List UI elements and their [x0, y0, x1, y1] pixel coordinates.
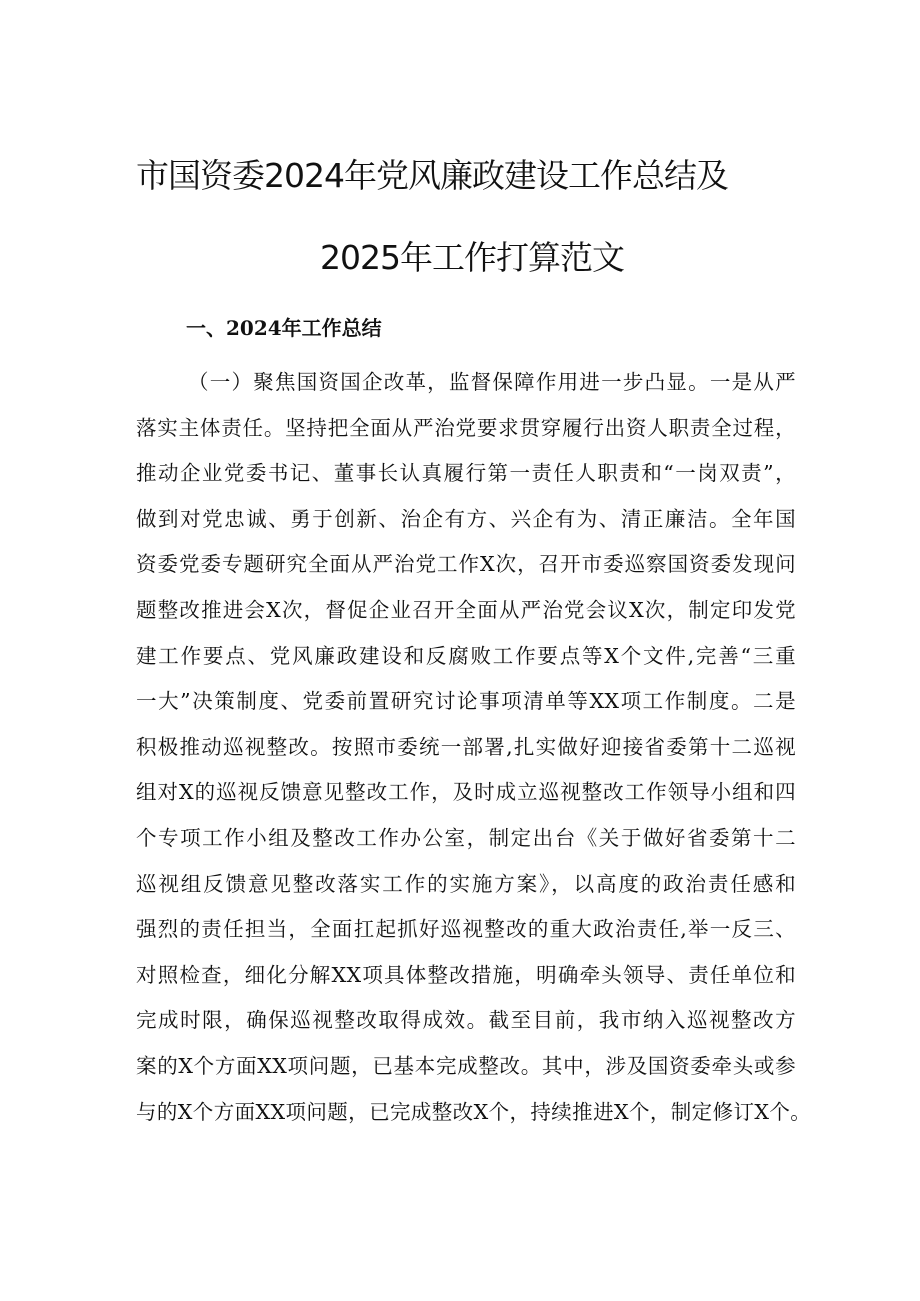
paragraph-line: 一大”决策制度、党委前置研究讨论事项清单等XX项工作制度。二是 [136, 689, 796, 714]
paragraph-line: 落实主体责任。坚持把全面从严治党要求贯穿履行出资人职责全过程， [136, 415, 796, 440]
document-title-line-1: 市国资委2024年党风廉政建设工作总结及 [136, 156, 728, 195]
paragraph-line: 巡视组反馈意见整改落实工作的实施方案》，以高度的政治责任感和 [136, 871, 796, 896]
paragraph-line: 题整改推进会X次，督促企业召开全面从严治党会议X次，制定印发党 [136, 597, 796, 622]
paragraph-line: 完成时限，确保巡视整改取得成效。截至目前，我市纳入巡视整改方 [136, 1008, 796, 1033]
paragraph-line: 对照检查，细化分解XX项具体整改措施，明确牵头领导、责任单位和 [136, 962, 796, 987]
paragraph-line: 强烈的责任担当，全面扛起抓好巡视整改的重大政治责任,举一反三、 [136, 917, 796, 942]
paragraph-line: （一）聚焦国资国企改革，监督保障作用进一步凸显。一是从严 [188, 370, 796, 394]
document-title-line-2: 2025年工作打算范文 [320, 238, 624, 277]
paragraph-line: 积极推动巡视整改。按照市委统一部署,扎实做好迎接省委第十二巡视 [136, 734, 796, 759]
paragraph-line: 建工作要点、党风廉政建设和反腐败工作要点等X个文件,完善“三重 [136, 643, 796, 668]
paragraph-line: 做到对党忠诚、勇于创新、治企有方、兴企有为、清正廉洁。全年国 [136, 506, 796, 531]
paragraph-line: 推动企业党委书记、董事长认真履行第一责任人职责和“一岗双责”， [136, 461, 796, 486]
paragraph-line: 与的X个方面XX项问题，已完成整改X个，持续推进X个，制定修订X个。 [136, 1099, 812, 1124]
body-paragraph [136, 360, 812, 1135]
paragraph-line: 资委党委专题研究全面从严治党工作X次，召开市委巡察国资委发现问 [136, 552, 796, 577]
paragraph-line: 案的X个方面XX项问题，已基本完成整改。其中，涉及国资委牵头或参 [136, 1053, 796, 1078]
paragraph-line: 个专项工作小组及整改工作办公室，制定出台《关于做好省委第十二 [136, 825, 796, 850]
section-heading: 一、2024年工作总结 [186, 316, 382, 340]
paragraph-line: 组对X的巡视反馈意见整改工作，及时成立巡视整改工作领导小组和四 [136, 780, 796, 805]
